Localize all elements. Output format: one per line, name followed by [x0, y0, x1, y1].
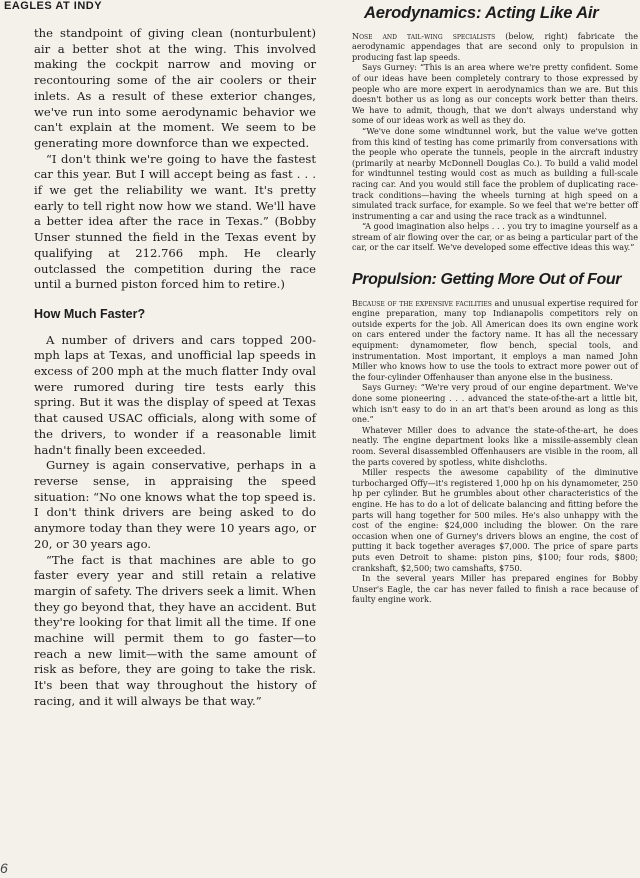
- propulsion-lead-smallcaps: Because of the expensive facilities: [352, 297, 492, 308]
- page-number: 6: [0, 860, 8, 876]
- propulsion-paragraph: Says Gurney: “We're very proud of our engine department. We've done some pioneering . . . advanced the state-of-the-art a little bit, which isn't easy to do in an art that's been around as long as this one.”: [352, 382, 638, 425]
- left-column: [34, 26, 316, 710]
- left-paragraph: “I don't think we're going to have the fastest car this year. But I will accept being as fast . . . if we get the reliability we want. It's pretty early to tell right now how we stand. We'll have a better idea after the race in Texas.” (Bobby Unser stunned the field in the Texas event by qualifying at 212.766 mph. He clearly outclassed the competition during the race until a burned piston forced him to retire.): [34, 151, 316, 292]
- aero-lead-smallcaps: Nose and tail-wing specialists: [352, 30, 496, 41]
- running-title: EAGLES AT INDY: [4, 0, 103, 12]
- left-paragraph: A number of drivers and cars topped 200-mph laps at Texas, and unofficial lap speeds in excess of 200 mph at the much flatter Indy oval were rumored during tire tests early this spring. But it was the display of speed at Texas that caused USAC officials, along with some of the drivers, to wonder if a reasonable limit hadn't finally been exceeded.: [34, 332, 316, 457]
- left-paragraph: “The fact is that machines are able to go faster every year and still retain a relative margin of safety. The drivers seek a limit. When they go beyond that, they have an accident. But they're looking for that limit all the time. If one machine will permit them to go faster—to reach a new limit—with the same amount of risk as before, they are going to take the risk. It's been that way throughout the history of racing, and it will always be that way.”: [34, 552, 316, 708]
- propulsion-lead-text: and unusual expertise required for engine preparation, many top Indianapolis competitors rely on outside experts for the job. All American does its own engine work on cars entered under the factory name. It has all the necessary equipment: dynamometer, flow bench, special tools, and instrumentation. Most important, it employs a man named John Miller who knows how to use the tools to extract more power out of the four-cylinder Offenhauser than anyone else in the business.: [352, 297, 638, 382]
- right-column: [352, 3, 638, 605]
- propulsion-paragraph: Whatever Miller does to advance the state-of-the-art, he does neatly. The engine department looks like a missile-assembly clean room. Several disassembled Offenhausers are visible in the room, all the parts covered by spotless, white dishcloths.: [352, 424, 638, 467]
- propulsion-paragraph: In the several years Miller has prepared engines for Bobby Unser's Eagle, the car has never failed to finish a race because of faulty engine work.: [352, 573, 638, 605]
- aero-paragraph: Says Gurney: “This is an area where we're pretty confident. Some of our ideas have been completely contrary to those expressed by people who are more expert in aerodynamics than we are. But this doesn't bother us as long as our concepts work better than theirs. We have to admit, though, that we don't always understand why some of our ideas work as well as they do.: [352, 62, 638, 126]
- aero-lead-paragraph: [352, 31, 638, 63]
- subheading-how-much-faster: How Much Faster?: [34, 306, 146, 321]
- aerodynamics-heading: Aerodynamics: Acting Like Air: [364, 3, 599, 22]
- propulsion-paragraph: Miller respects the awesome capability of the diminutive turbocharged Offy—it's registered 1,000 hp on his dynamometer, 250 hp per cylinder. But he grumbles about other characteristics of the engine. He has to do a lot of delicate balancing and fitting before the parts will hang together for 500 miles. He's also unhappy with the cost of the engine: $24,000 including the blower. On the rare occasion when one of Gurney's drivers blows an engine, the cost of putting it back together averages $7,000. The price of spare parts puts even Detroit to shame: piston pins, $100; four rods, $800; crankshaft, $2,500; two camshafts, $750.: [352, 467, 638, 573]
- propulsion-heading: Propulsion: Getting More Out of Four: [352, 271, 622, 289]
- left-paragraph: the standpoint of giving clean (nonturbulent) air a better shot at the wing. This involved making the cockpit narrow and moving or recontouring some of the air coolers or their inlets. As a result of these exterior changes, we've run into some aerodynamic behavior we can't explain at the moment. We seem to be generating more downforce than we expected.: [34, 26, 316, 150]
- aero-paragraph: “We've done some windtunnel work, but the value we've gotten from this kind of testing has come primarily from conversations with the people who operate the tunnels, people in the aircraft industry (primarily at nearby McDonnell Douglas Co.). To build a valid model for windtunnel testing would cost as much as building a full-scale racing car. And you would still face the problem of duplicating race-track conditions—having the wheels turning at high speed on a simulated track surface, for example. So we feel that we're better off instrumenting a car and using the race track as a windtunnel.: [352, 125, 638, 221]
- aero-paragraph: “A good imagination also helps . . . you try to imagine yourself as a stream of air flowing over the car, or as being a particular part of the car, or the car itself. We've developed some effective ideas this way.”: [352, 221, 638, 253]
- left-paragraph: Gurney is again conservative, perhaps in a reverse sense, in appraising the speed situation: “No one knows what the top speed is. I don't think drivers are being asked to do anymore today than they were 10 years ago, or 20, or 30 years ago.: [34, 458, 316, 551]
- aero-lead-text: (below, right) fabricate the aerodynamic appendages that are second only to propulsion in producing fast lap speeds.: [352, 30, 638, 62]
- propulsion-lead-paragraph: [352, 298, 638, 383]
